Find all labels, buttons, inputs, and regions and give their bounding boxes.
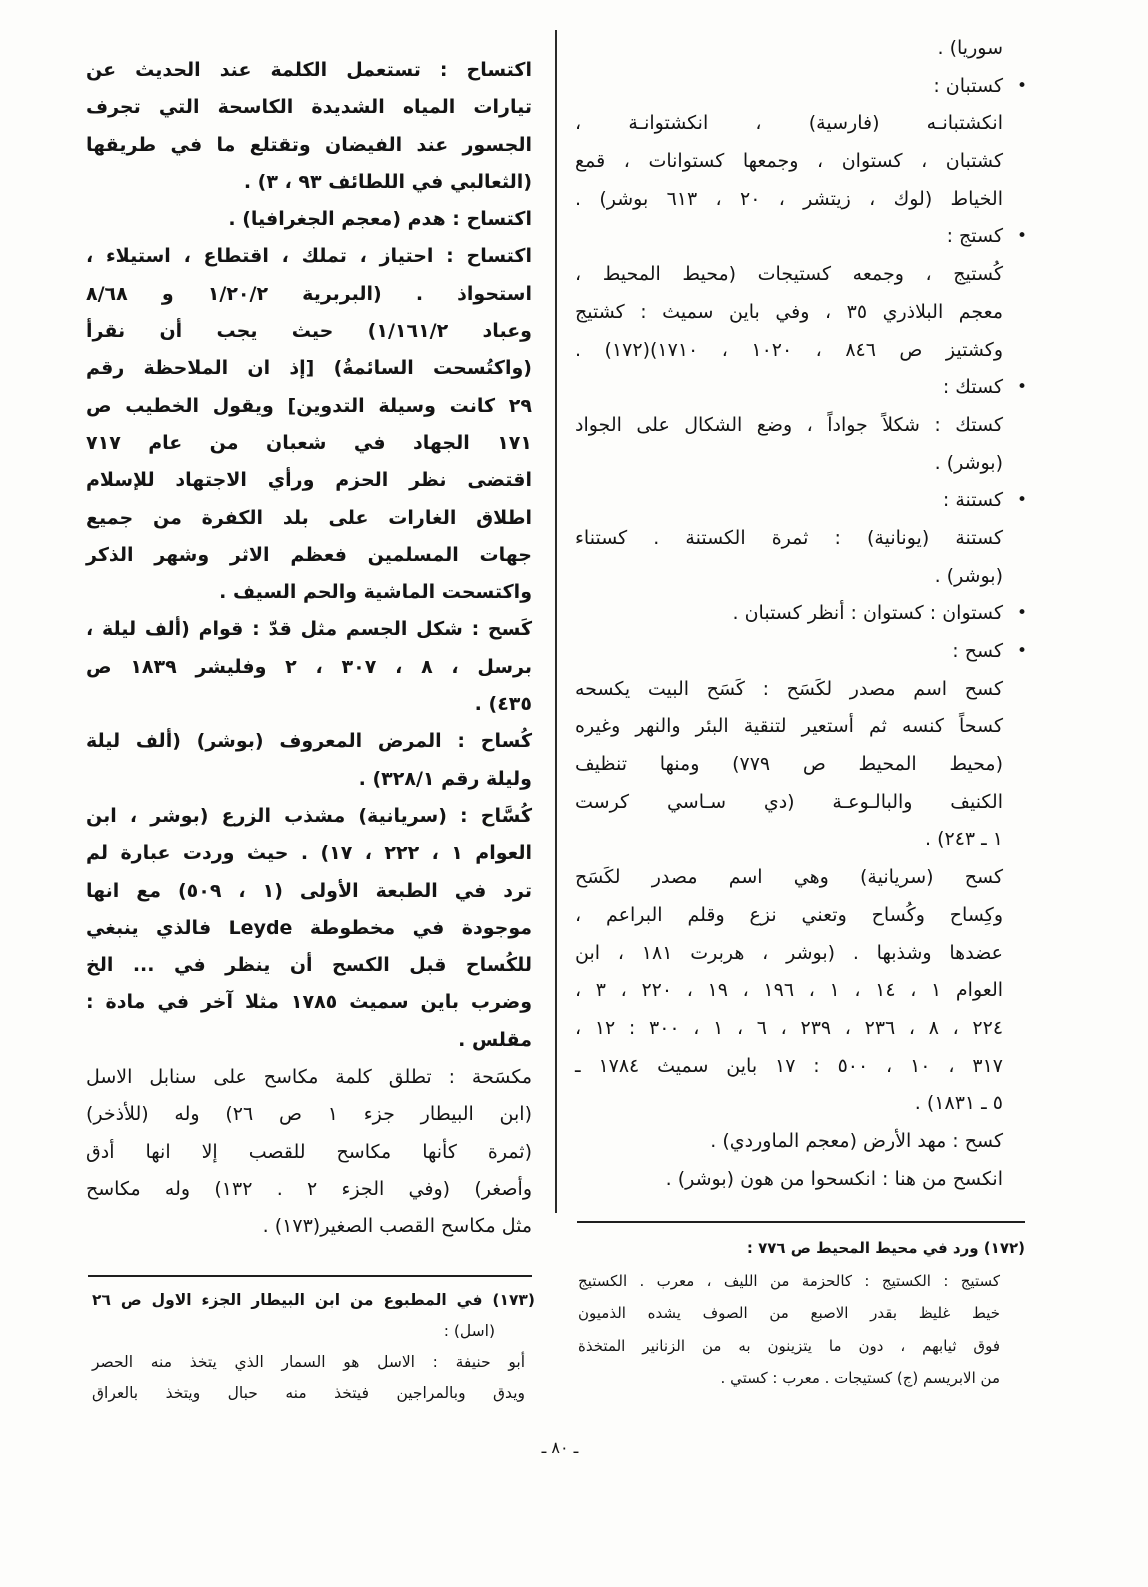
text-line: [575, 821, 1003, 859]
line-text: الكنيف والبالـوعـة (دي سـاسي كرست: [575, 790, 1003, 813]
line-text: اكتساح : تستعمل الكلمة عند الحديث عن: [86, 59, 532, 81]
line-text: سوريا) .: [937, 37, 1003, 59]
line-text: ١٧١ الجهاد في شعبان من عام ٧١٧: [86, 431, 532, 454]
text-line: [86, 1022, 532, 1059]
line-text: كسح (سريانية) وهي اسم مصدر لكَسَح: [575, 866, 1003, 889]
line-text: كستك : شكلاً جواداً ، وضع الشكال على الجواد: [575, 413, 1003, 436]
text-line: [86, 238, 532, 275]
text-line: [86, 798, 532, 835]
line-text: موجودة في مخطوطة Leyde فالذي ينبغي: [86, 916, 532, 939]
line-text: وأصغر) (وفي الجزء ٢ . ١٣٢) وله مكاسح: [86, 1177, 532, 1200]
text-line: [86, 164, 532, 201]
text-line: [575, 294, 1003, 332]
bullet-icon: •: [1016, 75, 1027, 96]
right-footnote: [578, 1232, 1025, 1395]
text-line: [86, 1171, 532, 1208]
line-text: (بوشر) .: [934, 451, 1003, 474]
text-line: [575, 482, 1027, 520]
line-text: كُسَّاح : (سريانية) مشذب الزرع (بوشر ، ابن: [86, 804, 532, 827]
line-text: مثل مكاسح القصب الصغير(١٧٣) .: [262, 1215, 532, 1238]
text-line: [86, 910, 532, 947]
line-text: (الثعالبي في اللطائف ٩٣ ، ٣) .: [243, 170, 532, 193]
text-line: [86, 1059, 532, 1096]
text-line: [575, 935, 1003, 973]
text-line: [86, 350, 532, 387]
line-text: معجم البلاذري ٣٥ ، وفي باين سميث : كشتيج: [575, 300, 1003, 323]
text-line: [86, 462, 532, 499]
line-text: خيط غليظ بقدر الاصبع من الصوف يشده الذميون: [578, 1304, 1000, 1322]
footnote-line: [92, 1347, 535, 1378]
text-line: [86, 686, 532, 723]
text-line: [86, 500, 532, 537]
line-text: كستك :: [942, 376, 1003, 399]
text-line: [575, 1010, 1003, 1048]
text-line: [575, 445, 1003, 483]
text-line: [575, 859, 1003, 897]
text-line: [86, 723, 532, 760]
line-text: ٢٩ كانت وسيلة التدوين] ويقول الخطيب ص: [86, 394, 532, 417]
text-line: [86, 574, 532, 611]
line-text: كستبان :: [933, 74, 1003, 97]
line-text: العوام ١ ، ١٤ ، ١ ، ١٩٦ ، ١٩ ، ٢٢٠ ، ٣ ،: [575, 979, 1004, 1002]
line-text: وعباد ١/١٦١/٢) حيث يجب أن نقرأ: [86, 320, 532, 343]
text-line: [86, 425, 532, 462]
text-line: [575, 1085, 1003, 1123]
text-line: [86, 873, 532, 910]
line-text: ويدق وبالمراجين فيتخذ منه حبال ويتخذ بالعراق: [92, 1384, 525, 1402]
text-line: [86, 761, 532, 798]
line-text: (محيط المحيط ص ٧٧٩) ومنها تنظيف: [575, 753, 1003, 776]
line-text: كستنة :: [942, 489, 1003, 512]
text-line: [575, 1161, 1003, 1199]
text-line: [86, 276, 532, 313]
line-text: الخياط (لوك ، زيتشر ، ٢٠ ، ٦١٣ بوشر) .: [575, 187, 1003, 210]
text-line: [575, 746, 1003, 784]
line-text: كُستيج ، وجمعه كستيجات (محيط المحيط ،: [575, 263, 1003, 286]
line-text: (١٧٢) ورد في محيط المحيط ص ٧٧٦ :: [746, 1239, 1025, 1257]
line-text: جهات المسلمين فعظم الاثر وشهر الذكر: [86, 543, 532, 566]
line-text: (١٧٣) في المطبوع من ابن البيطار الجزء الاول ص ٢٦: [92, 1291, 535, 1309]
text-line: [86, 611, 532, 648]
right-footnote-rule: [577, 1221, 1025, 1223]
line-text: كستج :: [946, 225, 1003, 248]
text-line: [575, 218, 1027, 256]
line-text: كسح اسم مصدر لكَسَح : كَسَح البيت يكسحه: [575, 677, 1003, 700]
text-line: [575, 558, 1003, 596]
line-text: من الابريسم (ج) كستيجات . معرب : كستي .: [720, 1369, 1000, 1387]
footnote-line: [578, 1265, 1025, 1298]
line-text: وضرب باين سميث ١٧٨٥ مثلا آخر في مادة :: [86, 991, 533, 1014]
line-text: تيارات المياه الشديدة الكاسحة التي تجرف: [86, 96, 532, 119]
line-text: كشتبان ، كستوان ، وجمعها كستوانات ، قمع: [575, 150, 1003, 173]
line-text: كُساح : المرض المعروف (بوشر) (ألف ليلة: [86, 730, 532, 753]
bullet-icon: •: [1016, 377, 1027, 398]
line-text: واكتسحت الماشية والحم السيف .: [219, 581, 532, 604]
text-line: [86, 947, 532, 984]
line-text: (واكتُسحت السائمةُ) [إذ ان الملاحظة رقم: [86, 357, 532, 380]
text-line: [575, 407, 1003, 445]
footnote-line: [578, 1297, 1025, 1330]
footnote-line: [92, 1285, 535, 1316]
text-line: [86, 984, 532, 1021]
column-separator: [555, 30, 557, 1213]
text-line: [86, 313, 532, 350]
footnote-line: [578, 1362, 1025, 1395]
line-text: ٣١٧ ، ١٠ ، ٥٠٠ : ١٧ باين سميث ١٧٨٤ ـ: [575, 1054, 1003, 1077]
line-text: كسح : مهد الأرض (معجم الماوردي) .: [710, 1129, 1003, 1152]
line-text: أبو حنيفة : الاسل هو السمار الذي يتخذ منه الحصر: [92, 1353, 525, 1371]
line-text: كسحاً كنسه ثم أستعير لتنقية البئر والنهر وغيره: [575, 715, 1003, 738]
text-line: [575, 105, 1003, 143]
line-text: ٥ ـ ١٨٣١) .: [914, 1092, 1003, 1115]
line-text: كستيج : الكستيج : كالحزمة من الليف ، معرب . الكستيج: [578, 1271, 1000, 1290]
left-column: [86, 52, 532, 1246]
text-line: [86, 1134, 532, 1171]
text-line: [575, 256, 1003, 294]
line-text: كسح :: [952, 640, 1003, 662]
text-line: [575, 1048, 1003, 1086]
text-line: [575, 708, 1003, 746]
line-text: الجسور عند الفيضان وتقتلع ما في طريقها: [86, 133, 532, 156]
text-line: [86, 89, 532, 126]
line-text: اقتضى نظر الحزم ورأي الاجتهاد للإسلام: [86, 469, 532, 492]
bullet-icon: •: [1016, 603, 1027, 624]
page-number: ـ ٨٠ ـ: [541, 1438, 579, 1457]
text-line: [86, 52, 532, 89]
text-line: [86, 1208, 532, 1245]
line-text: كَسح : شكل الجسم مثل قدّ : قوام (ألف ليلة ،: [86, 618, 532, 641]
line-text: (ابن البيطار جزء ١ ص ٢٦) وله (للأذخر): [86, 1103, 532, 1126]
footnote-line: [92, 1378, 535, 1409]
text-line: [575, 671, 1003, 709]
line-text: (بوشر) .: [934, 564, 1003, 587]
footnote-line: [92, 1316, 535, 1347]
bullet-icon: •: [1016, 641, 1027, 661]
line-text: (اسل) :: [443, 1322, 495, 1340]
text-line: [86, 537, 532, 574]
text-line: [575, 897, 1003, 935]
text-line: [575, 68, 1027, 106]
text-line: [86, 1096, 532, 1133]
line-text: (ثمرة كأنها مكاسح للقصب إلا انها أدق: [86, 1140, 532, 1163]
text-line: [86, 649, 532, 686]
left-footnote-rule: [88, 1275, 532, 1277]
text-line: [575, 181, 1003, 219]
text-line: [575, 784, 1003, 822]
line-text: وكِساح وكُساح وتعني نزع وقلم البراعم ،: [575, 903, 1003, 926]
line-text: وليلة رقم ٣٢٨/١) .: [358, 767, 532, 790]
text-line: [575, 332, 1003, 370]
line-text: فوق ثيابهم ، دون ما يتزينون به من الزنانير المتخذة: [578, 1336, 1000, 1355]
line-text: برسل ، ٨ ، ٣٠٧ ، ٢ وفليشر ١٨٣٩ ص: [86, 655, 533, 678]
text-line: [575, 1123, 1003, 1161]
line-text: استحواذ . (البربرية ١/٢٠/٢ و ٨/٦٨: [86, 282, 532, 305]
text-line: [86, 388, 532, 425]
text-line: [575, 520, 1003, 558]
text-line: [575, 595, 1027, 633]
text-line: [86, 201, 532, 238]
line-text: ٢٢٤ ، ٨ ، ٢٣٦ ، ٢٣٩ ، ٦ ، ١ ، ٣٠٠ : ١٢ ،: [575, 1016, 1004, 1039]
text-line: [86, 127, 532, 164]
line-text: مكسَحة : تطلق كلمة مكاسح على سنابل الاسل: [86, 1066, 532, 1089]
text-line: [575, 633, 1027, 671]
line-text: عضدها وشذبها . (بوشر ، هربرت ١٨١ ، ابن: [575, 941, 1003, 964]
text-line: [86, 835, 532, 872]
line-text: انكشتبانـه (فارسية) ، انكشتوانـة ،: [575, 112, 1003, 135]
text-line: [575, 143, 1003, 181]
line-text: ترد في الطبعة الأولى (١ ، ٥٠٩) مع انها: [86, 879, 533, 902]
line-text: للكُساح قبل الكسح أن ينظر في ... الخ: [86, 954, 532, 977]
line-text: مقلس .: [458, 1028, 532, 1051]
line-text: اكتساح : هدم (معجم الجغرافيا) .: [228, 208, 532, 231]
bullet-icon: •: [1016, 226, 1027, 247]
text-line: [575, 972, 1003, 1010]
footnote-line: [578, 1330, 1025, 1363]
left-footnote: [92, 1285, 535, 1409]
line-text: اطلاق الغارات على بلد الكفرة من جميع: [86, 506, 532, 529]
line-text: ٤٣٥) .: [474, 693, 532, 716]
line-text: انكسح من هنا : انكسحوا من هون (بوشر) .: [665, 1167, 1003, 1190]
right-column: [575, 30, 1027, 1198]
line-text: ١ ـ ٢٤٣) .: [925, 828, 1003, 851]
text-line: [575, 30, 1003, 68]
bullet-icon: •: [1016, 490, 1027, 511]
line-text: كستوان : كستوان : أنظر كستبان .: [732, 602, 1003, 625]
line-text: العوام ١ ، ٢٢٢ ، ١٧) . حيث وردت عبارة لم: [86, 842, 533, 865]
line-text: وكشتيز ص ٨٤٦ ، ١٠٢٠ ، ١٧١٠)(١٧٢) .: [575, 338, 1004, 361]
line-text: اكتساح : احتياز ، تملك ، اقتطاع ، استيلاء ،: [86, 245, 532, 268]
text-line: [575, 369, 1027, 407]
footnote-line: [578, 1232, 1025, 1265]
line-text: كستنة (يونانية) : ثمرة الكستنة . كستناء: [575, 526, 1003, 549]
